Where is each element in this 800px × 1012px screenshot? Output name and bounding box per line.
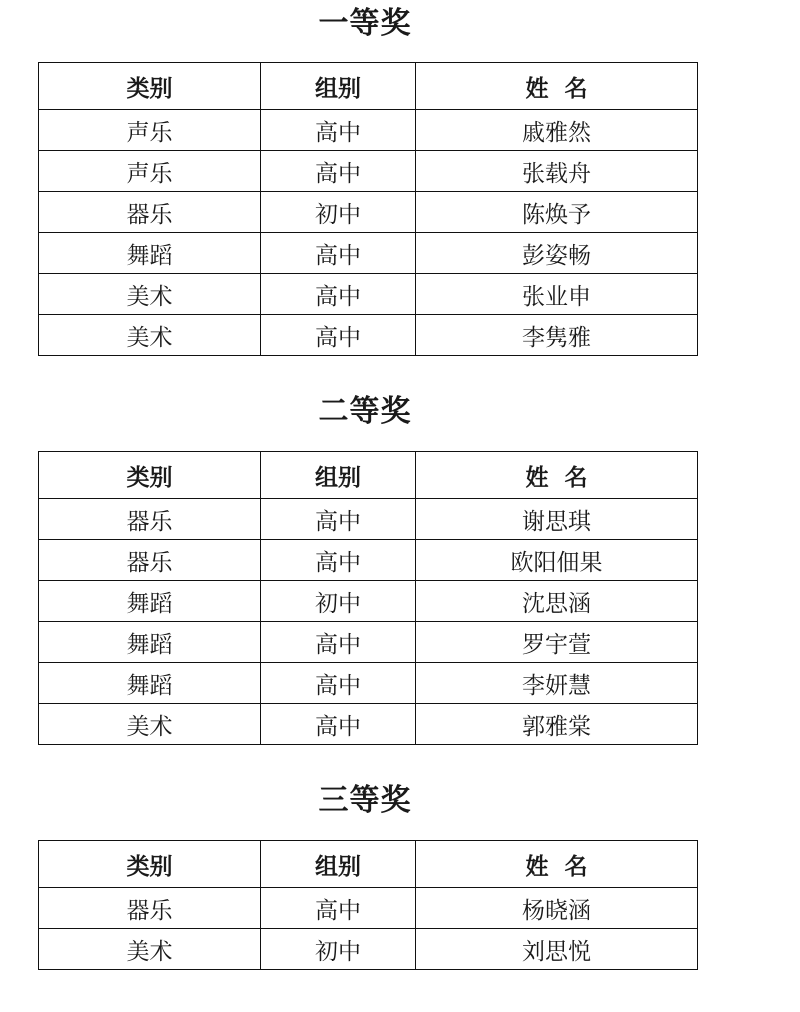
table-row (39, 274, 698, 315)
cell-name: 张载舟 (416, 151, 698, 192)
cell-category: 声乐 (39, 151, 261, 192)
table-header-row (39, 452, 698, 499)
cell-group: 初中 (261, 581, 416, 622)
cell-name: 陈焕予 (416, 192, 698, 233)
cell-category: 器乐 (39, 499, 261, 540)
header-name: 姓 名 (416, 452, 698, 499)
cell-group: 高中 (261, 704, 416, 745)
cell-group: 高中 (261, 110, 416, 151)
header-name: 姓 名 (416, 841, 698, 888)
table-header-row (39, 841, 698, 888)
table-row (39, 622, 698, 663)
header-category: 类别 (39, 841, 261, 888)
cell-group: 高中 (261, 274, 416, 315)
cell-name: 郭雅棠 (416, 704, 698, 745)
cell-group: 高中 (261, 315, 416, 356)
cell-group: 初中 (261, 192, 416, 233)
table-row (39, 151, 698, 192)
cell-category: 舞蹈 (39, 233, 261, 274)
cell-name: 李隽雅 (416, 315, 698, 356)
cell-category: 美术 (39, 929, 261, 970)
cell-group: 高中 (261, 888, 416, 929)
cell-category: 器乐 (39, 192, 261, 233)
cell-group: 初中 (261, 929, 416, 970)
table-row (39, 888, 698, 929)
table-row (39, 233, 698, 274)
cell-name: 欧阳佃果 (416, 540, 698, 581)
section-title-third-prize: 三等奖 (318, 783, 412, 818)
table-header-row (39, 63, 698, 110)
table-row (39, 192, 698, 233)
second-prize-table (38, 451, 698, 745)
third-prize-table (38, 840, 698, 970)
cell-name: 罗宇萱 (416, 622, 698, 663)
cell-category: 舞蹈 (39, 663, 261, 704)
cell-category: 舞蹈 (39, 581, 261, 622)
cell-name: 戚雅然 (416, 110, 698, 151)
cell-name: 彭姿畅 (416, 233, 698, 274)
header-category: 类别 (39, 452, 261, 499)
table-row (39, 929, 698, 970)
header-category: 类别 (39, 63, 261, 110)
cell-group: 高中 (261, 540, 416, 581)
cell-group: 高中 (261, 622, 416, 663)
table-row (39, 663, 698, 704)
table-row (39, 110, 698, 151)
cell-name: 沈思涵 (416, 581, 698, 622)
table-row (39, 581, 698, 622)
table-row (39, 315, 698, 356)
cell-name: 杨晓涵 (416, 888, 698, 929)
table-row (39, 704, 698, 745)
cell-category: 器乐 (39, 540, 261, 581)
cell-group: 高中 (261, 233, 416, 274)
header-group: 组别 (261, 452, 416, 499)
cell-category: 美术 (39, 704, 261, 745)
cell-name: 刘思悦 (416, 929, 698, 970)
cell-name: 李妍慧 (416, 663, 698, 704)
cell-category: 舞蹈 (39, 622, 261, 663)
cell-group: 高中 (261, 663, 416, 704)
cell-name: 谢思琪 (416, 499, 698, 540)
cell-group: 高中 (261, 151, 416, 192)
table-row (39, 499, 698, 540)
header-group: 组别 (261, 841, 416, 888)
cell-category: 器乐 (39, 888, 261, 929)
section-title-first-prize: 一等奖 (318, 6, 412, 41)
cell-category: 美术 (39, 274, 261, 315)
cell-name: 张业申 (416, 274, 698, 315)
cell-category: 美术 (39, 315, 261, 356)
table-row (39, 540, 698, 581)
cell-category: 声乐 (39, 110, 261, 151)
header-group: 组别 (261, 63, 416, 110)
cell-group: 高中 (261, 499, 416, 540)
section-title-second-prize: 二等奖 (318, 394, 412, 429)
header-name: 姓 名 (416, 63, 698, 110)
first-prize-table (38, 62, 698, 356)
